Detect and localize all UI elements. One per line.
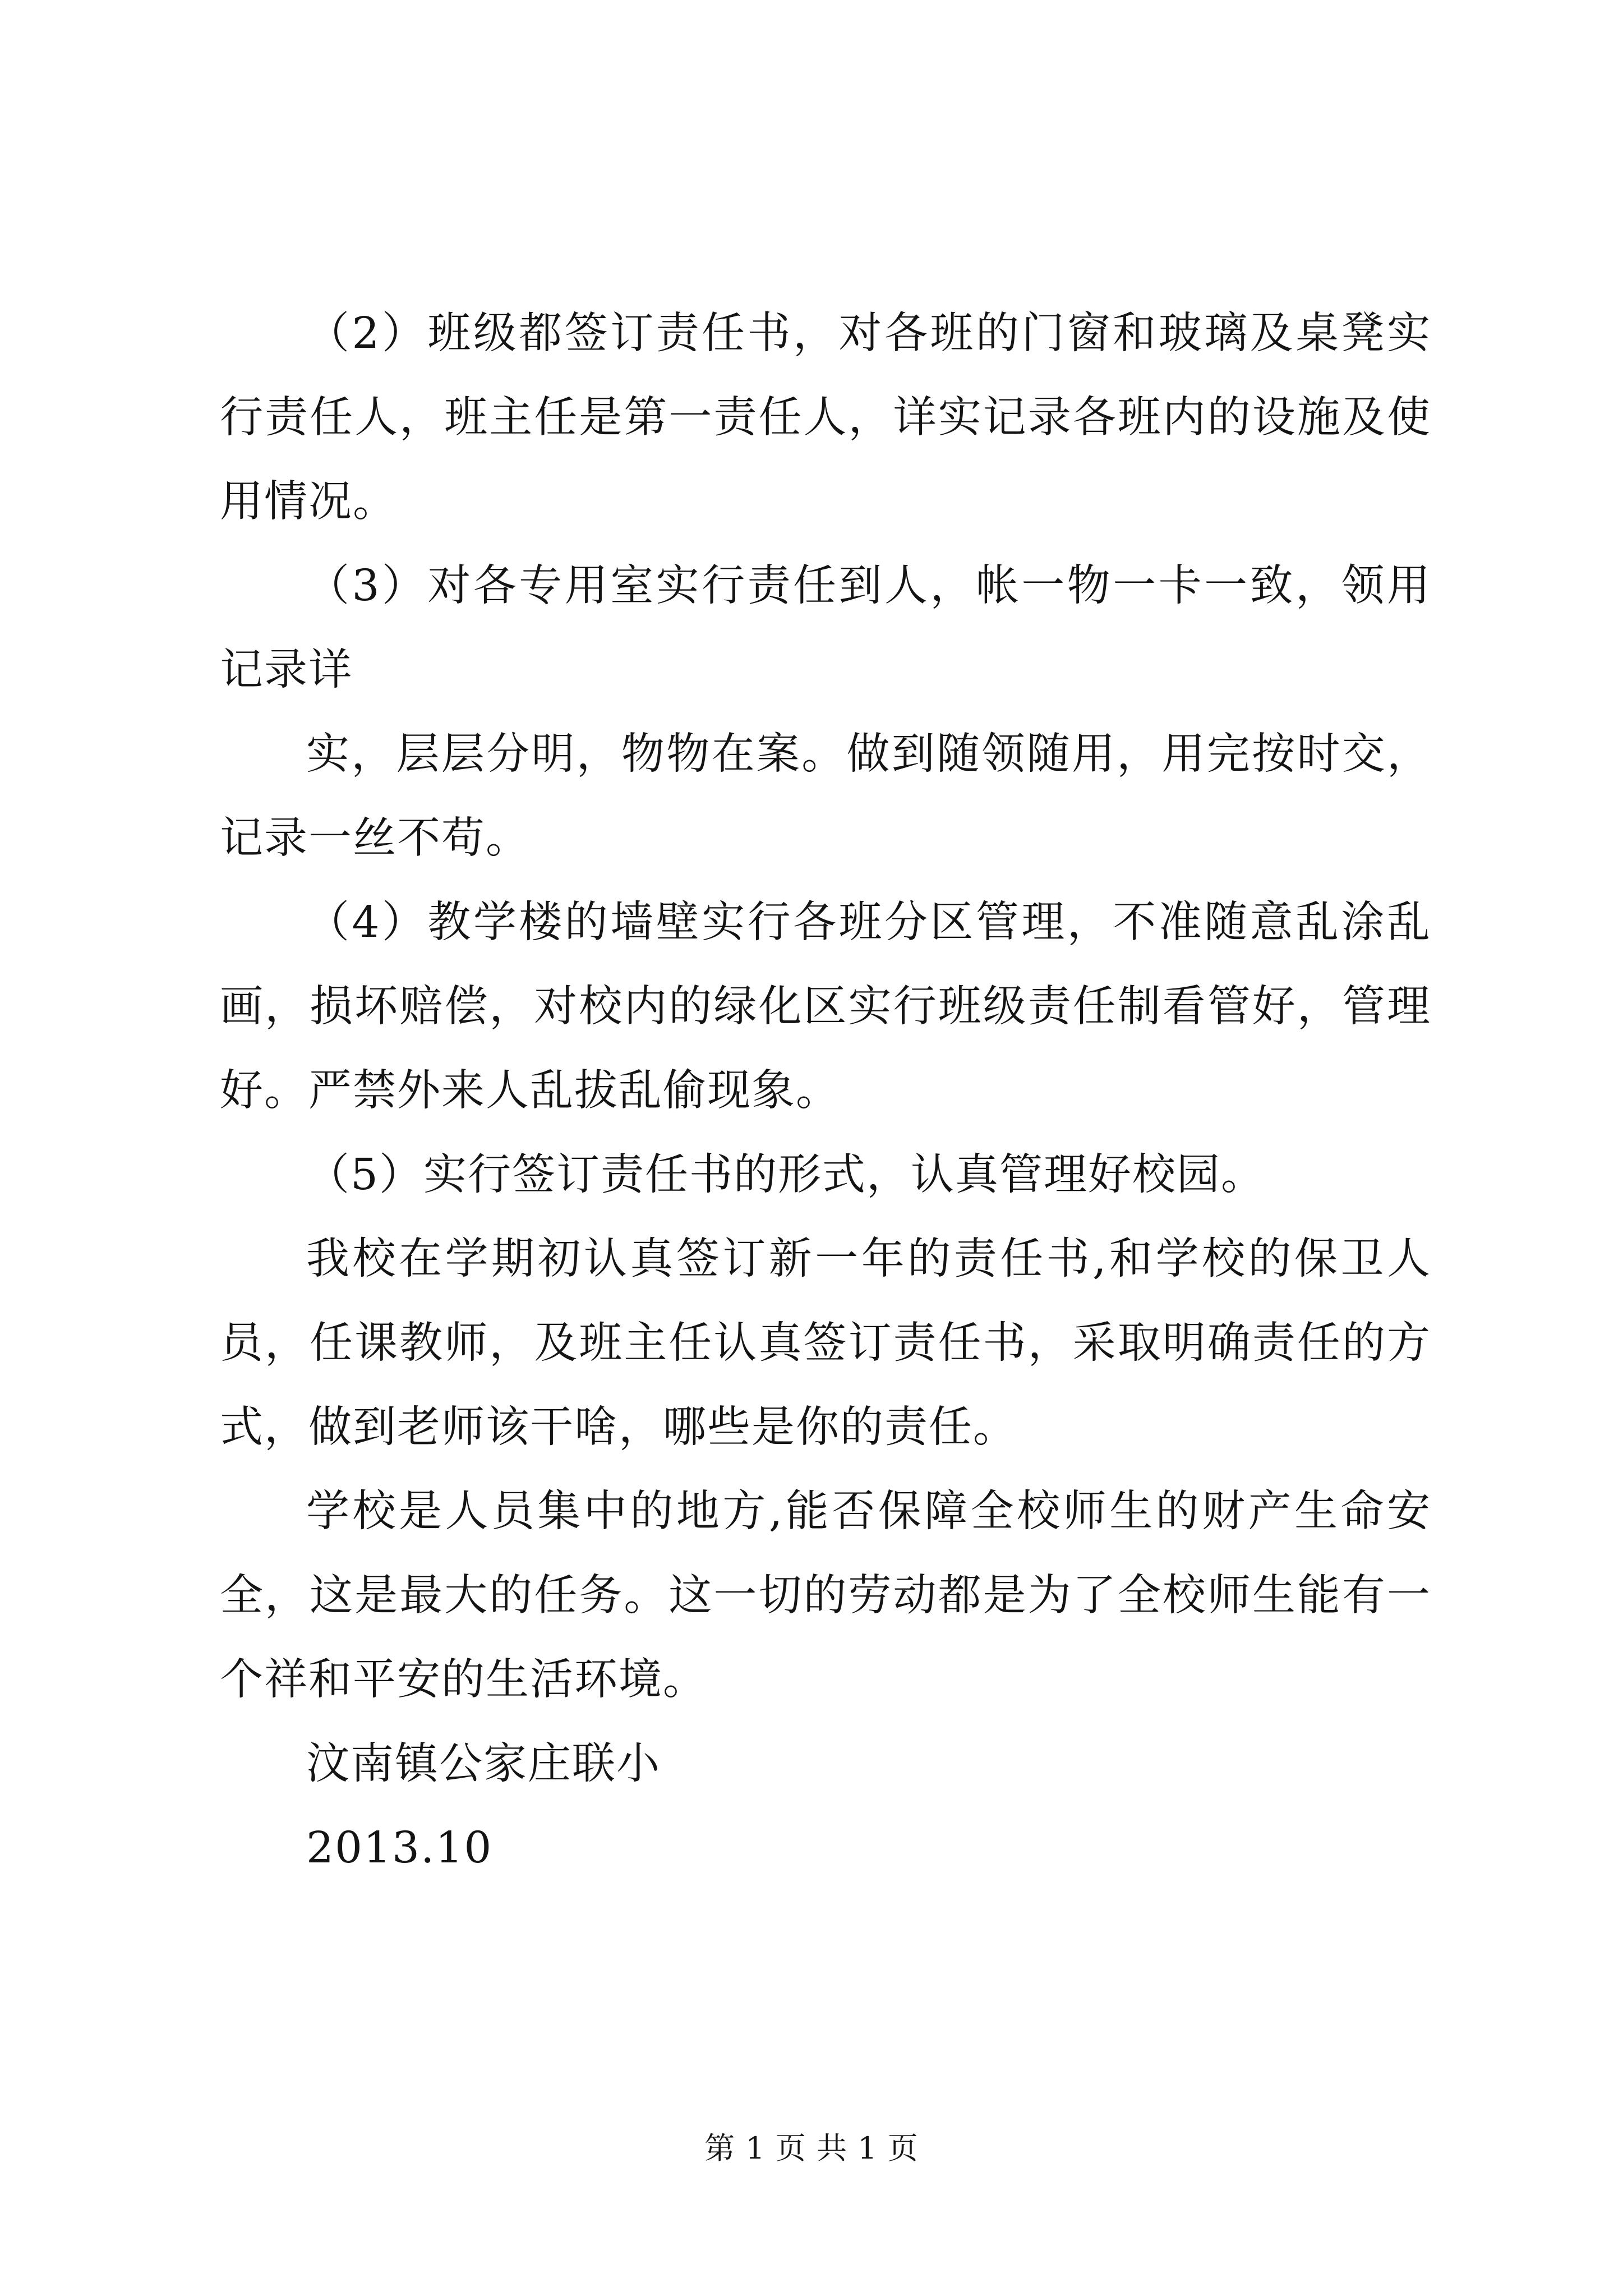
paragraph-item-3-part2: 实，层层分明，物物在案。做到随领随用，用完按时交，记录一丝不苟。 xyxy=(220,729,1431,863)
document-body xyxy=(220,292,1431,1890)
paragraph-responsibility: 我校在学期初认真签订新一年的责任书,和学校的保卫人员，任课教师，及班主任认真签订责任书，采取明确责任的方式，做到老师该干啥，哪些是你的责任。 xyxy=(220,1234,1431,1452)
signature-school-name: 汶南镇公家庄联小 xyxy=(306,1739,661,1789)
paragraph-safety: 学校是人员集中的地方,能否保障全校师生的财产生命安全，这是最大的任务。这一切的劳动都是为了全校师生能有一个祥和平安的生活环境。 xyxy=(220,1487,1431,1705)
paragraph-item-4: （4）教学楼的墙壁实行各班分区管理，不准随意乱涂乱画，损坏赔偿，对校内的绿化区实行班级责任制看管好，管理好。严禁外来人乱拔乱偷现象。 xyxy=(220,898,1431,1116)
signature-date: 2013.10 xyxy=(306,1823,493,1873)
page-number-footer: 第 1 页 共 1 页 xyxy=(704,2131,919,2166)
paragraph-item-2: （2）班级都签订责任书，对各班的门窗和玻璃及桌凳实行责任人，班主任是第一责任人，详实记录各班内的设施及使用情况。 xyxy=(220,309,1431,527)
paragraph-item-5: （5）实行签订责任书的形式，认真管理好校园。 xyxy=(306,1150,1265,1200)
paragraph-item-3-part1: （3）对各专用室实行责任到人，帐一物一卡一致，领用记录详 xyxy=(220,561,1431,695)
